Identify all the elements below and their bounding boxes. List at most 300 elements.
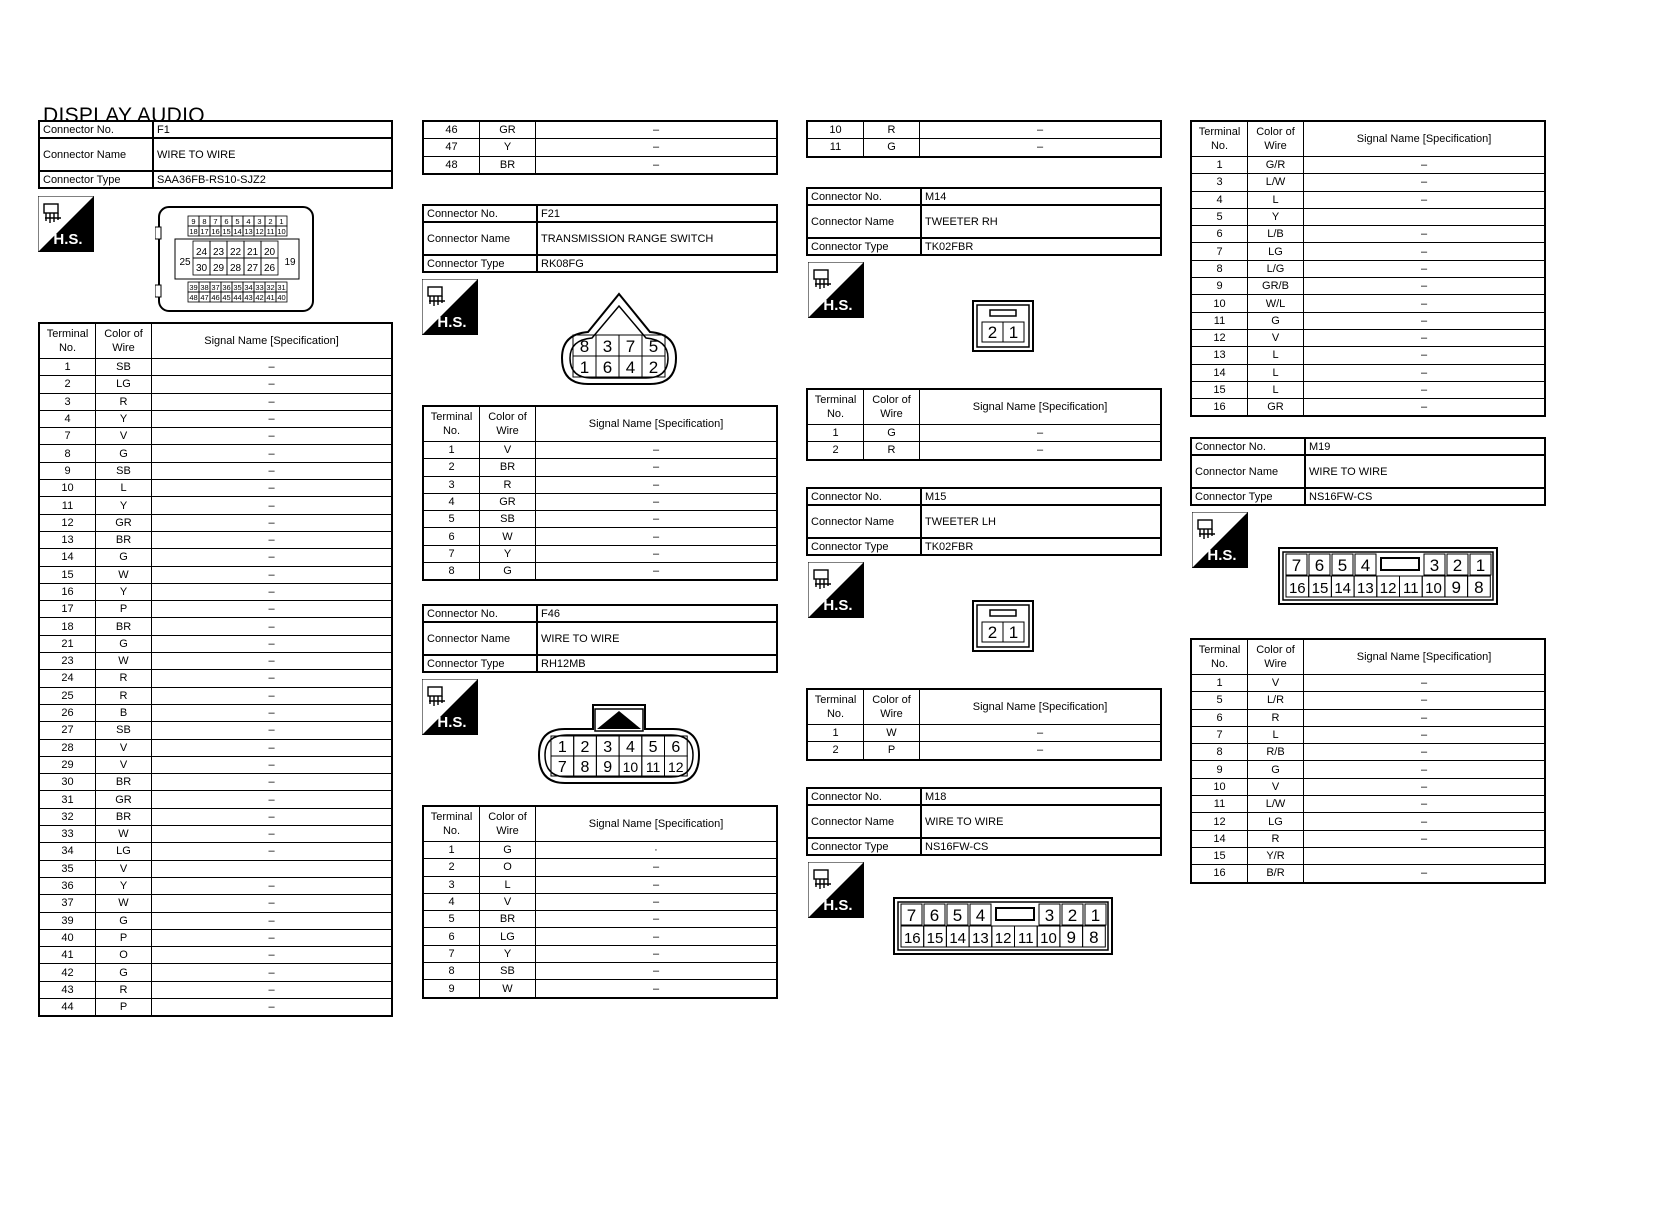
wire-color: G — [1248, 312, 1304, 329]
terminal-no: 31 — [39, 791, 96, 808]
terminal-no: 15 — [1191, 381, 1248, 398]
wire-color: Y — [480, 545, 536, 562]
table-row — [39, 601, 392, 618]
wire-color: L — [1248, 191, 1304, 208]
signal-name: – — [1304, 174, 1546, 191]
pin-number: 6 — [602, 358, 613, 377]
table-row — [39, 981, 392, 998]
table-row — [39, 549, 392, 566]
table-row — [1191, 260, 1545, 277]
terminal-no: 15 — [39, 566, 96, 583]
terminal-no-header: Terminal No. — [807, 389, 864, 425]
wire-color: G — [96, 549, 152, 566]
signal-name: – — [920, 425, 1162, 442]
table-row — [1191, 295, 1545, 312]
pin-number: 15 — [1311, 580, 1329, 597]
pin-number: 11 — [1018, 930, 1034, 947]
table-row — [39, 929, 392, 946]
signal-name: – — [920, 742, 1162, 760]
signal-name: · — [536, 842, 778, 859]
terminal-no: 4 — [39, 410, 96, 427]
signal-name: – — [1304, 364, 1546, 381]
svg-text:H.S.: H.S. — [1207, 547, 1237, 564]
signal-name: – — [152, 687, 393, 704]
connector-diagram-f21 — [558, 292, 680, 393]
wire-color: V — [96, 428, 152, 445]
signal-name: – — [536, 121, 778, 139]
table-row — [423, 156, 777, 174]
table-row — [1191, 399, 1545, 417]
wire-color: Y — [96, 583, 152, 600]
signal-name: – — [920, 139, 1162, 157]
terminal-no-header: Terminal No. — [39, 323, 96, 359]
table-row — [1191, 726, 1545, 743]
signal-name: – — [152, 514, 393, 531]
harness-side-icon — [422, 679, 478, 735]
wire-color: Y — [480, 139, 536, 156]
terminal-no: 6 — [1191, 226, 1248, 243]
pin-number: 2 — [1067, 906, 1078, 925]
table-row — [39, 514, 392, 531]
terminal-no: 46 — [423, 121, 480, 139]
pin-number: 8 — [1474, 578, 1484, 597]
connector-diagram-m19 — [1278, 547, 1498, 610]
terminal-no: 14 — [39, 549, 96, 566]
wire-color: Y — [96, 410, 152, 427]
terminal-no: 1 — [1191, 675, 1248, 692]
pin-number: 44 — [233, 293, 242, 302]
table-row — [423, 876, 777, 893]
table-row — [423, 563, 777, 581]
table-row — [1191, 675, 1545, 692]
signal-name-header: Signal Name [Specification] — [920, 389, 1162, 425]
pin-number: 22 — [229, 247, 242, 258]
pin-number: 27 — [246, 263, 259, 274]
wire-color: V — [1248, 329, 1304, 346]
terminal-no: 10 — [807, 121, 864, 139]
signal-name-header: Signal Name [Specification] — [536, 406, 778, 442]
signal-name: – — [152, 981, 393, 998]
table-row — [1191, 191, 1545, 208]
color-of-wire-header: Color of Wire — [480, 806, 536, 842]
table-row — [1191, 865, 1545, 883]
signal-name: – — [536, 528, 778, 545]
pin-number: 1 — [279, 217, 284, 226]
wire-color: GR — [480, 493, 536, 510]
signal-name: – — [152, 549, 393, 566]
wire-color: V — [480, 442, 536, 459]
table-row — [39, 583, 392, 600]
pin-number: 7 — [1291, 556, 1302, 575]
wire-color: SB — [480, 511, 536, 528]
table-row — [423, 545, 777, 562]
terminal-no: 25 — [39, 687, 96, 704]
table-row — [39, 635, 392, 652]
signal-name: – — [536, 893, 778, 910]
signal-name: – — [1304, 813, 1546, 830]
terminal-no: 5 — [1191, 208, 1248, 225]
pin-number: 2 — [580, 739, 590, 756]
wire-color: Y/R — [1248, 847, 1304, 864]
color-of-wire-header: Color of Wire — [1248, 121, 1304, 157]
pin-number: 8 — [579, 337, 590, 356]
pin-number: 11 — [1403, 580, 1419, 597]
pin-number: 14 — [949, 930, 967, 947]
wire-color: R — [96, 393, 152, 410]
terminal-no: 11 — [807, 139, 864, 157]
terminal-no: 24 — [39, 670, 96, 687]
signal-name: – — [152, 791, 393, 808]
wire-color: G — [480, 842, 536, 859]
terminal-no: 18 — [39, 618, 96, 635]
pin-number: 15 — [926, 930, 944, 947]
terminal-no: 42 — [39, 964, 96, 981]
pin-number: 16 — [211, 227, 220, 236]
connector-diagram-m14 — [972, 300, 1034, 357]
signal-name: – — [536, 442, 778, 459]
pin-number: 16 — [1288, 580, 1306, 597]
pin-number: 15 — [222, 227, 231, 236]
wire-color: P — [96, 998, 152, 1016]
table-row — [39, 912, 392, 929]
table-row — [423, 893, 777, 910]
page-title: DISPLAY AUDIO — [43, 104, 205, 127]
signal-name: – — [1304, 675, 1546, 692]
pin-number: 14 — [233, 227, 242, 236]
pin-number: 6 — [1314, 556, 1325, 575]
connector-type-value: TK02FBR — [921, 538, 1161, 555]
terminal-no: 9 — [1191, 761, 1248, 778]
connector-info-m19 — [1190, 437, 1546, 506]
terminal-no: 12 — [39, 514, 96, 531]
signal-name: – — [536, 493, 778, 510]
pin-number: 32 — [266, 283, 275, 292]
terminal-no: 44 — [39, 998, 96, 1016]
connector-type-value: TK02FBR — [921, 238, 1161, 255]
connector-name-label: Connector Name — [807, 205, 921, 238]
pin-number: 48 — [189, 293, 198, 302]
pin-number: 9 — [1451, 578, 1461, 597]
table-row — [39, 860, 392, 877]
pin-number: 7 — [625, 337, 636, 356]
connector-type-value: SAA36FB-RS10-SJZ2 — [153, 171, 392, 188]
table-row — [39, 445, 392, 462]
terminal-no: 29 — [39, 756, 96, 773]
signal-name: – — [152, 531, 393, 548]
harness-side-icon — [808, 262, 864, 318]
wire-color: W/L — [1248, 295, 1304, 312]
wire-color: R — [1248, 709, 1304, 726]
wire-color: BR — [96, 618, 152, 635]
terminal-no-header: Terminal No. — [423, 406, 480, 442]
wire-color: R — [864, 442, 920, 460]
table-row — [39, 964, 392, 981]
signal-name: – — [1304, 692, 1546, 709]
connector-no-label: Connector No. — [39, 121, 153, 138]
terminal-no: 2 — [807, 742, 864, 760]
pin-number: 10 — [622, 759, 639, 775]
table-row — [39, 653, 392, 670]
wire-color: G — [864, 425, 920, 442]
connector-type-value: RH12MB — [537, 655, 777, 672]
terminal-no: 7 — [423, 945, 480, 962]
signal-name-header: Signal Name [Specification] — [1304, 639, 1546, 675]
signal-name: – — [152, 462, 393, 479]
wire-color: L/W — [1248, 796, 1304, 813]
wire-color: W — [96, 653, 152, 670]
table-row — [423, 928, 777, 945]
terminal-no: 3 — [1191, 174, 1248, 191]
signal-name: – — [1304, 761, 1546, 778]
pin-number: 2 — [987, 623, 998, 642]
terminal-no: 13 — [39, 531, 96, 548]
terminal-no: 8 — [423, 563, 480, 581]
connector-name-value: TWEETER RH — [921, 205, 1161, 238]
connector-info-m14 — [806, 187, 1162, 256]
pin-number: 42 — [255, 293, 264, 302]
pin-number: 24 — [195, 247, 208, 258]
wire-color: LG — [1248, 243, 1304, 260]
table-row — [1191, 157, 1545, 174]
table-row — [39, 376, 392, 393]
wire-color: GR — [1248, 399, 1304, 417]
pin-number: 10 — [277, 227, 286, 236]
wire-color: G — [96, 635, 152, 652]
pin-number: 39 — [189, 283, 198, 292]
pin-number: 13 — [244, 227, 253, 236]
pin-number: 23 — [212, 247, 225, 258]
pin-number: 5 — [1337, 556, 1348, 575]
signal-name: – — [536, 911, 778, 928]
pin-number: 1 — [557, 739, 567, 756]
signal-name-header: Signal Name [Specification] — [1304, 121, 1546, 157]
terminal-no: 17 — [39, 601, 96, 618]
terminal-no: 2 — [39, 376, 96, 393]
terminal-no: 7 — [423, 545, 480, 562]
terminal-no: 9 — [423, 980, 480, 998]
signal-name: – — [152, 653, 393, 670]
table-row — [423, 859, 777, 876]
table-row — [423, 911, 777, 928]
wire-color: L — [1248, 364, 1304, 381]
pin-number: 20 — [263, 247, 276, 258]
connector-no-label: Connector No. — [807, 488, 921, 505]
pin-number: 25 — [179, 257, 191, 268]
wire-color: Y — [480, 945, 536, 962]
table-row — [39, 998, 392, 1016]
signal-name: – — [152, 929, 393, 946]
pin-number: 8 — [580, 759, 590, 776]
signal-name: – — [152, 877, 393, 894]
pin-number: 28 — [229, 263, 242, 274]
harness-side-icon — [1192, 512, 1248, 568]
connector-no-label: Connector No. — [807, 788, 921, 805]
wire-color: G — [480, 563, 536, 581]
signal-name: – — [152, 566, 393, 583]
table-row — [39, 497, 392, 514]
table-row — [423, 139, 777, 156]
svg-text:H.S.: H.S. — [53, 231, 83, 248]
terminal-no: 23 — [39, 653, 96, 670]
connector-type-label: Connector Type — [807, 838, 921, 855]
terminal-no: 1 — [423, 442, 480, 459]
table-row — [1191, 364, 1545, 381]
wire-color: G — [96, 912, 152, 929]
terminal-table — [422, 120, 778, 175]
signal-name: – — [152, 359, 393, 376]
terminal-no: 5 — [1191, 692, 1248, 709]
terminal-no: 8 — [1191, 260, 1248, 277]
table-row — [807, 742, 1161, 760]
signal-name: – — [152, 826, 393, 843]
wire-color: G/R — [1248, 157, 1304, 174]
terminal-no: 41 — [39, 947, 96, 964]
table-row — [39, 947, 392, 964]
terminal-no-header: Terminal No. — [1191, 121, 1248, 157]
wire-color: GR/B — [1248, 278, 1304, 295]
wire-color: Y — [1248, 208, 1304, 225]
terminal-table — [806, 388, 1162, 461]
signal-name: – — [152, 376, 393, 393]
table-row — [39, 722, 392, 739]
wire-color: V — [96, 860, 152, 877]
table-row — [1191, 830, 1545, 847]
terminal-no: 36 — [39, 877, 96, 894]
terminal-no: 2 — [807, 442, 864, 460]
pin-number: 16 — [903, 930, 921, 947]
pin-number: 5 — [952, 906, 963, 925]
wire-color: L/R — [1248, 692, 1304, 709]
signal-name: – — [152, 601, 393, 618]
signal-name: – — [1304, 157, 1546, 174]
connector-name-label: Connector Name — [423, 622, 537, 655]
pin-number: 3 — [1044, 906, 1055, 925]
color-of-wire-header: Color of Wire — [864, 689, 920, 725]
pin-number: 2 — [268, 217, 273, 226]
terminal-no: 5 — [423, 911, 480, 928]
terminal-no: 7 — [39, 428, 96, 445]
pin-number: 41 — [266, 293, 275, 302]
wire-color: GR — [480, 121, 536, 139]
wire-color: LG — [96, 843, 152, 860]
wire-color: R — [96, 670, 152, 687]
table-row — [1191, 329, 1545, 346]
pin-number: 4 — [975, 906, 986, 925]
pin-number: 17 — [200, 227, 209, 236]
terminal-no: 6 — [423, 928, 480, 945]
wire-color: W — [96, 826, 152, 843]
signal-name: – — [536, 563, 778, 581]
table-row — [1191, 796, 1545, 813]
terminal-no: 16 — [39, 583, 96, 600]
signal-name: – — [1304, 191, 1546, 208]
signal-name: – — [152, 774, 393, 791]
table-row — [807, 121, 1161, 139]
table-row — [1191, 347, 1545, 364]
signal-name: – — [152, 583, 393, 600]
connector-diagram-m15 — [972, 600, 1034, 657]
table-row — [39, 670, 392, 687]
pin-number: 3 — [257, 217, 262, 226]
pin-number: 13 — [972, 930, 989, 947]
terminal-no-header: Terminal No. — [1191, 639, 1248, 675]
connector-no-value: F46 — [537, 605, 777, 622]
connector-no-label: Connector No. — [1191, 438, 1305, 455]
terminal-no: 1 — [807, 425, 864, 442]
terminal-no: 10 — [39, 480, 96, 497]
table-row — [423, 442, 777, 459]
connector-name-value: WIRE TO WIRE — [1305, 455, 1545, 488]
terminal-table — [422, 405, 778, 581]
signal-name: – — [152, 722, 393, 739]
pin-number: 1 — [1008, 323, 1019, 342]
signal-name: – — [1304, 347, 1546, 364]
signal-name: – — [1304, 278, 1546, 295]
pin-number: 12 — [255, 227, 264, 236]
table-row — [39, 877, 392, 894]
table-row — [39, 359, 392, 376]
signal-name: – — [920, 121, 1162, 139]
signal-name: – — [536, 476, 778, 493]
table-row — [39, 739, 392, 756]
wire-color: W — [480, 980, 536, 998]
wire-color: R — [96, 687, 152, 704]
table-row — [1191, 813, 1545, 830]
wire-color: R — [1248, 830, 1304, 847]
terminal-no: 16 — [1191, 399, 1248, 417]
table-row — [423, 528, 777, 545]
wire-color: B — [96, 704, 152, 721]
wire-color: V — [480, 893, 536, 910]
table-row — [39, 826, 392, 843]
signal-name: – — [536, 139, 778, 156]
terminal-no: 35 — [39, 860, 96, 877]
svg-text:H.S.: H.S. — [437, 314, 467, 331]
terminal-no: 43 — [39, 981, 96, 998]
pin-number: 13 — [1357, 580, 1374, 597]
wire-color: Y — [96, 497, 152, 514]
connector-info-f46 — [422, 604, 778, 673]
table-row — [1191, 312, 1545, 329]
pin-number: 4 — [625, 358, 636, 377]
connector-name-label: Connector Name — [807, 805, 921, 838]
connector-name-value: WIRE TO WIRE — [921, 805, 1161, 838]
wire-color: R — [864, 121, 920, 139]
table-row — [39, 480, 392, 497]
wire-color: B/R — [1248, 865, 1304, 883]
table-row — [807, 725, 1161, 742]
wire-color: V — [96, 739, 152, 756]
signal-name: – — [920, 442, 1162, 460]
signal-name: – — [152, 497, 393, 514]
signal-name: – — [536, 928, 778, 945]
signal-name: – — [152, 895, 393, 912]
connector-name-value: TWEETER LH — [921, 505, 1161, 538]
terminal-no: 28 — [39, 739, 96, 756]
harness-side-icon — [38, 196, 94, 252]
signal-name: – — [152, 445, 393, 462]
signal-name: – — [152, 964, 393, 981]
signal-name: – — [920, 725, 1162, 742]
connector-name-label: Connector Name — [39, 138, 153, 171]
signal-name: – — [1304, 796, 1546, 813]
terminal-no: 10 — [1191, 778, 1248, 795]
wire-color: R/B — [1248, 744, 1304, 761]
signal-name: – — [1304, 399, 1546, 417]
terminal-no: 6 — [1191, 709, 1248, 726]
table-row — [423, 980, 777, 998]
svg-text:H.S.: H.S. — [823, 597, 853, 614]
